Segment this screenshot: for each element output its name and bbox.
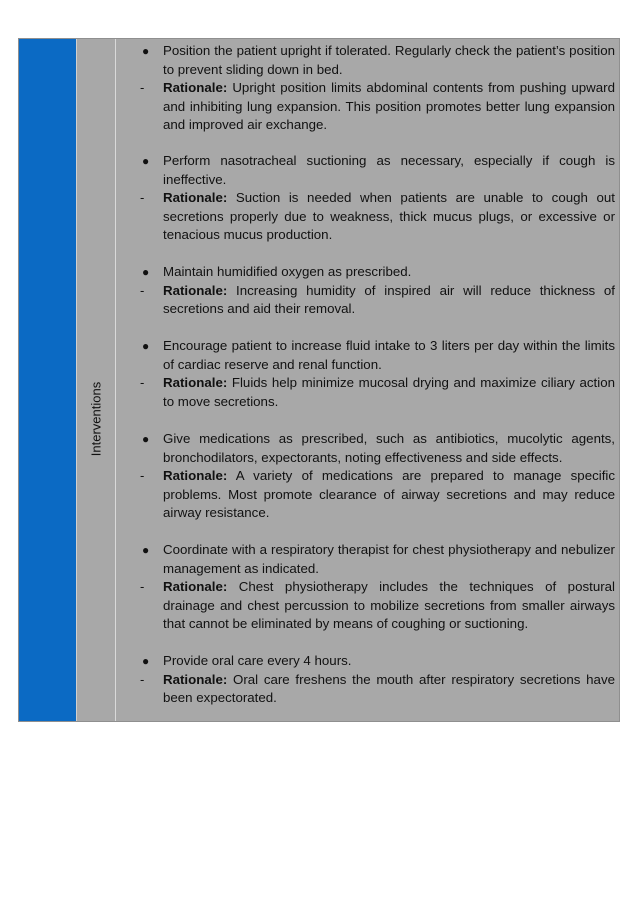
intervention-item	[116, 652, 615, 708]
intervention-item	[116, 430, 615, 523]
dash-marker: -	[140, 282, 145, 298]
rationale-label: Rationale:	[163, 282, 228, 298]
rationale-row	[116, 189, 615, 245]
dash-marker: -	[140, 190, 145, 205]
action-text: Encourage patient to increase fluid intake to 3 liters per day within the limits of cardiac reserve and renal function.	[163, 338, 615, 372]
dash-marker: -	[140, 468, 145, 483]
bullet-icon: ●	[142, 543, 150, 557]
action-text: Give medications as prescribed, such as antibiotics, mucolytic agents, bronchodilators, expectorants, noting effectiveness and side effects.	[163, 431, 615, 465]
bullet-icon: ●	[142, 44, 150, 58]
action-text: Position the patient upright if tolerated. Regularly check the patient’s position to prevent sliding down in bed.	[163, 43, 615, 77]
action-row	[116, 42, 615, 79]
interventions-table	[18, 38, 620, 722]
intervention-item	[116, 263, 615, 319]
intervention-item	[116, 42, 615, 135]
rationale-label: Rationale:	[163, 671, 228, 687]
bullet-icon: ●	[142, 154, 150, 168]
action-text: Maintain humidified oxygen as prescribed.	[163, 264, 412, 279]
rationale-label: Rationale:	[163, 80, 228, 95]
dash-marker: -	[140, 671, 145, 687]
rationale-label: Rationale:	[163, 375, 228, 390]
rationale-label: Rationale:	[163, 468, 228, 483]
content-column	[116, 39, 619, 721]
intervention-item	[116, 152, 615, 245]
rationale-row	[116, 671, 615, 708]
rationale-text: A variety of medications are prepared to manage specific problems. Most promote clearance of airway secretions and may reduce airway resistance.	[163, 468, 615, 520]
bullet-icon: ●	[142, 265, 150, 279]
rationale-row	[116, 79, 615, 135]
blue-side-column	[19, 39, 77, 721]
action-row	[116, 652, 615, 671]
rationale-text: Chest physiotherapy includes the techniques of postural drainage and chest percussion to mobilize secretions from smaller airways that cannot be eliminated by means of coughing or suctioning.	[163, 579, 615, 631]
dash-marker: -	[140, 375, 145, 390]
action-row	[116, 430, 615, 467]
action-text: Coordinate with a respiratory therapist for chest physiotherapy and nebulizer management as indicated.	[163, 542, 615, 576]
rationale-text: Suction is needed when patients are unable to cough out secretions properly due to weakness, thick mucus plugs, or excessive or tenacious mucus production.	[163, 190, 615, 242]
bullet-icon: ●	[142, 432, 150, 446]
rationale-text: Increasing humidity of inspired air will reduce thickness of secretions and aid their removal.	[163, 282, 615, 316]
rationale-label: Rationale:	[163, 190, 228, 205]
action-row	[116, 541, 615, 578]
rationale-row	[116, 282, 615, 319]
intervention-item	[116, 337, 615, 411]
action-row	[116, 152, 615, 189]
action-text: Provide oral care every 4 hours.	[163, 653, 352, 668]
rationale-row	[116, 578, 615, 634]
rationale-label: Rationale:	[163, 579, 228, 594]
bullet-icon: ●	[142, 339, 150, 353]
section-label: Interventions	[88, 381, 104, 457]
intervention-item	[116, 541, 615, 634]
rationale-row	[116, 467, 615, 523]
rationale-text: Oral care freshens the mouth after respiratory secretions have been expectorated.	[163, 671, 615, 705]
dash-marker: -	[140, 579, 145, 594]
section-label-column	[77, 39, 116, 721]
rationale-text: Fluids help minimize mucosal drying and maximize ciliary action to move secretions.	[163, 375, 615, 409]
action-text: Perform nasotracheal suctioning as necessary, especially if cough is ineffective.	[163, 153, 615, 187]
rationale-text: Upright position limits abdominal contents from pushing upward and inhibiting lung expansion. This position promotes better lung expansion and improved air exchange.	[163, 80, 615, 132]
rationale-row	[116, 374, 615, 411]
dash-marker: -	[140, 80, 145, 95]
action-row	[116, 263, 615, 282]
action-row	[116, 337, 615, 374]
bullet-icon: ●	[142, 654, 150, 668]
